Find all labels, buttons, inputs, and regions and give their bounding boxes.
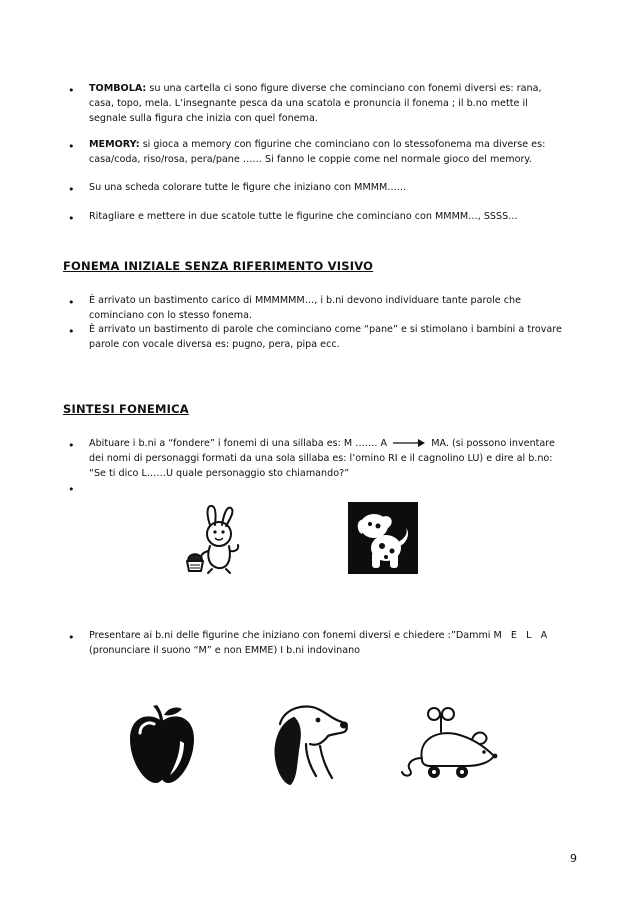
dog-icon	[348, 502, 418, 574]
fondere-paragraph: Abituare i b.ni a “fondere” i fonemi di una sillaba es: M ……. A MA. (si possono inventare dei nomi di personaggi formati da una sola sillaba es: l’omino RI e il cagnolino LU) e dire al b.no: “Se ti dico L……U quale personaggio sto chiamando?”	[89, 438, 555, 479]
bullet-marker: •	[68, 212, 75, 225]
memory-label: MEMORY:	[89, 139, 140, 150]
apple-icon	[126, 703, 198, 785]
bullet-marker: •	[68, 140, 75, 153]
bullet-marker: •	[68, 183, 75, 196]
section-title-fonema-iniziale: FONEMA INIZIALE SENZA RIFERIMENTO VISIVO	[63, 259, 374, 273]
section-title-sintesi-fonemica: SINTESI FONEMICA	[63, 402, 189, 416]
arrow-right-icon	[392, 438, 426, 448]
bullet-marker: •	[68, 296, 75, 309]
bullet-marker: •	[68, 631, 75, 644]
bullet-marker-empty: •	[68, 483, 75, 496]
windup-mouse-icon	[400, 706, 508, 784]
dog-head-icon	[270, 698, 352, 786]
bullet-marker: •	[68, 439, 75, 452]
bullet-marker: •	[68, 84, 75, 97]
colour-sheet-paragraph: Su una scheda colorare tutte le figure che iniziano con MMMM…...	[89, 182, 407, 193]
bastimento-paragraph-2: È arrivato un bastimento di parole che cominciano come “pane” e si stimolano i bambini a trovare parole con vocale diversa es: pugno, pera, pipa ecc.	[89, 324, 562, 350]
memory-paragraph: MEMORY: si gioca a memory con figurine che cominciano con lo stessofonema ma diverse es: casa/coda, riso/rosa, pera/pane …… Si fanno le coppie come nel normale gioco del memory.	[89, 139, 546, 165]
bunny-icon	[180, 503, 252, 575]
cutout-paragraph: Ritagliare e mettere in due scatole tutte le figurine che cominciano con MMMM…, SSSS…	[89, 211, 518, 222]
tombola-label: TOMBOLA:	[89, 83, 147, 94]
bullet-marker: •	[68, 325, 75, 338]
tombola-paragraph: TOMBOLA: su una cartella ci sono figure diverse che cominciano con fonemi diversi es: rana, casa, topo, mela. L’insegnante pesca da una scatola e pronuncia il fonema ; il b.no mette il segnale sulla figura che inizia con quel fonema.	[89, 83, 542, 124]
bastimento-paragraph-1: È arrivato un bastimento carico di MMMMMM…, i b.ni devono individuare tante parole che cominciano con lo stesso fonema.	[89, 295, 521, 321]
page-number: 9	[570, 852, 577, 865]
presentare-paragraph: Presentare ai b.ni delle figurine che iniziano con fonemi diversi e chiedere :”Dammi M E L A (pronunciare il suono “M” e non EMME) I b.ni indovinano	[89, 630, 548, 656]
